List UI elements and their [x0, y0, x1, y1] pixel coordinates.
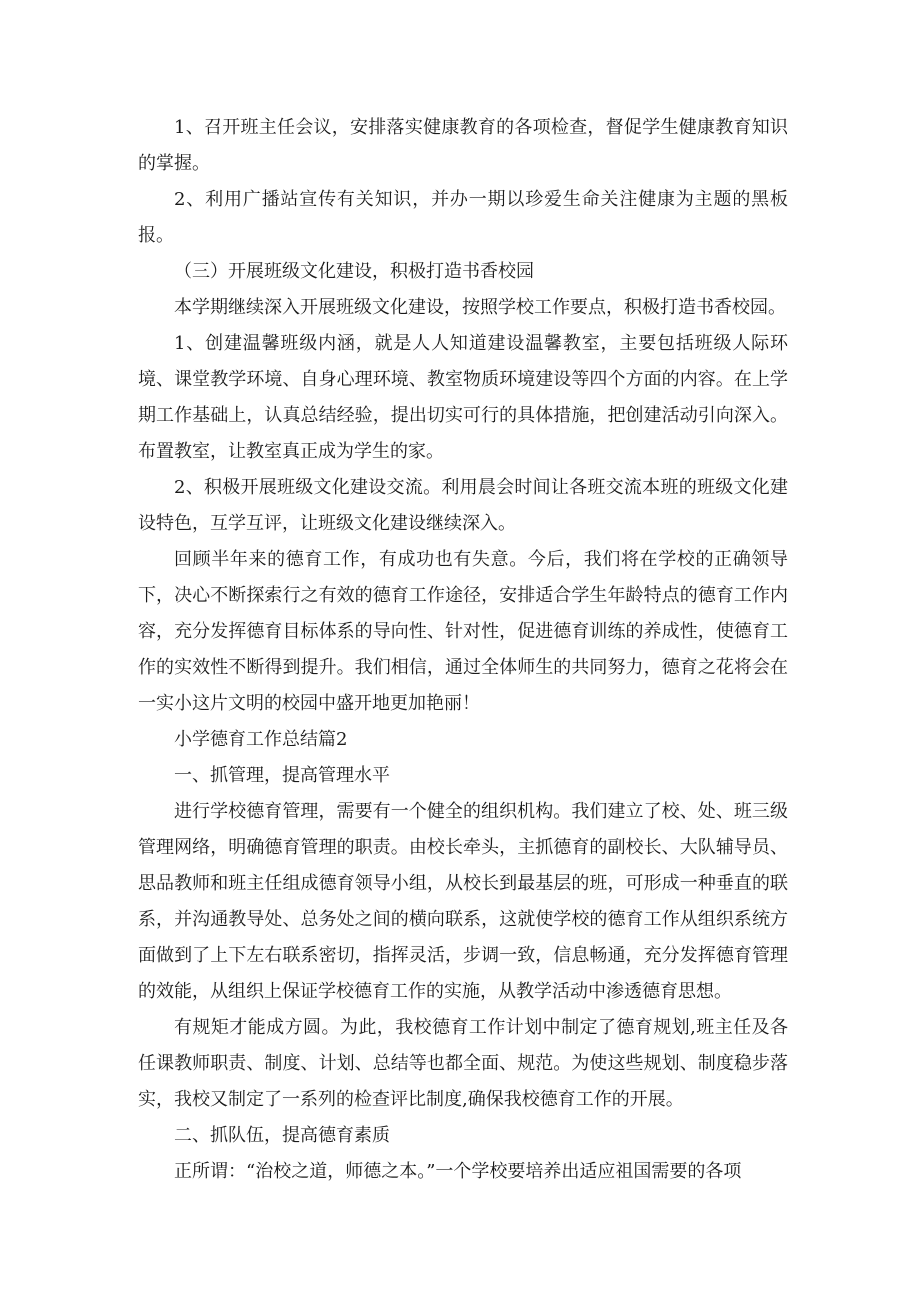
document-body	[138, 110, 788, 1190]
paragraph-teacher-ethics: 正所谓：“治校之道，师德之本。”一个学校要培养出适应祖国需要的各项	[174, 1161, 742, 1182]
section-heading-team: 二、抓队伍，提高德育素质	[174, 1125, 390, 1146]
paragraph-health-meeting: 1、召开班主任会议，安排落实健康教育的各项检查，督促学生健康教育知识的掌握。	[138, 117, 788, 174]
paragraph-class-culture-intro: 本学期继续深入开展班级文化建设，按照学校工作要点，积极打造书香校园。	[174, 297, 786, 318]
paragraph-broadcast: 2、利用广播站宣传有关知识，并办一期以珍爱生命关注健康为主题的黑板报。	[138, 189, 788, 246]
paragraph-warm-classroom: 1、创建温馨班级内涵，就是人人知道建设温馨教室，主要包括班级人际环境、课堂教学环境、自身心理环境、教室物质环境建设等四个方面的内容。在上学期工作基础上，认真总结经验，提出切实可行的具体措施，把创建活动引向深入。布置教室，让教室真正成为学生的家。	[138, 333, 788, 462]
section-heading-management: 一、抓管理，提高管理水平	[174, 765, 390, 786]
article-title-part2: 小学德育工作总结篇2	[174, 729, 348, 750]
paragraph-management-network: 进行学校德育管理，需要有一个健全的组织机构。我们建立了校、处、班三级管理网络，明确德育管理的职责。由校长牵头，主抓德育的副校长、大队辅导员、思品教师和班主任组成德育领导小组，从校长到最基层的班，可形成一种垂直的联系，并沟通教导处、总务处之间的横向联系，这就使学校的德育工作从组织系统方面做到了上下左右联系密切，指挥灵活，步调一致，信息畅通，充分发挥德育管理的效能，从组织上保证学校德育工作的实施，从教学活动中渗透德育思想。	[138, 801, 788, 1002]
paragraph-review-summary: 回顾半年来的德育工作，有成功也有失意。今后，我们将在学校的正确领导下，决心不断探索行之有效的德育工作途径，安排适合学生年龄特点的德育工作内容，充分发挥德育目标体系的导向性、针对性，促进德育训练的养成性，使德育工作的实效性不断得到提升。我们相信，通过全体师生的共同努力，德育之花将会在一实小这片文明的校园中盛开地更加艳丽！	[138, 549, 788, 714]
paragraph-rules: 有规矩才能成方圆。为此，我校德育工作计划中制定了德育规划,班主任及各任课教师职责、制度、计划、总结等也都全面、规范。为使这些规划、制度稳步落实，我校又制定了一系列的检查评比制度,确保我校德育工作的开展。	[138, 1017, 788, 1110]
paragraph-culture-exchange: 2、积极开展班级文化建设交流。利用晨会时间让各班交流本班的班级文化建设特色，互学互评，让班级文化建设继续深入。	[138, 477, 788, 534]
section-heading-class-culture: （三）开展班级文化建设，积极打造书香校园	[174, 261, 534, 282]
